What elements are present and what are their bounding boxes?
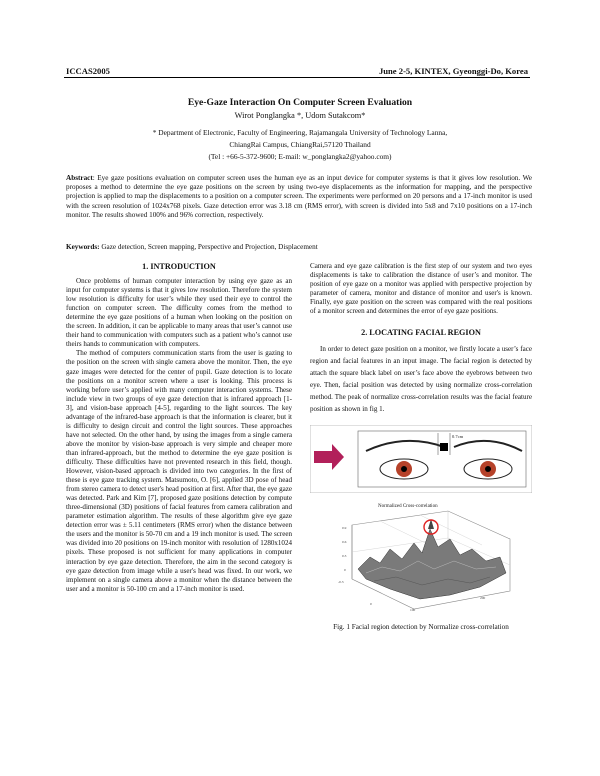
intro-paragraph-1: Once problems of human computer interaction by using eye gaze as an input for computer systems is that it gives low resolution. Therefore the system low resolution is difficulty for user’s while they used their eye to control the function on computer screen. The difficulty comes from the method to determine the eye gaze positions of a human when looking on the position on the screen. In addition, it can be applicable to many areas that user’s cannot use their hand to communication with computers such as a patient who’s cannot use theirs hands to communication with computers. xyxy=(66,277,292,349)
svg-text:-0.3: -0.3 xyxy=(338,580,344,585)
left-column xyxy=(66,262,292,594)
keywords-label: Keywords: xyxy=(66,243,100,251)
svg-text:0.3: 0.3 xyxy=(342,554,347,559)
abstract xyxy=(66,174,532,220)
abstract-text: : Eye gaze positions evaluation on computer screen uses the human eye as an input device for computer systems is that it gives low resolution. We proposes a method to determine the eye gaze positions on the screen by using two-eye displacements as the information for mapping, and the perspective projection is applied to map the displacements to a position on a computer screen. The experiments were performed on 20 persons and a 17-inch monitor is used with the screen resolution of 1024x768 pixels. Gaze detection error was 3.18 cm (RMS error), with screen is divided into 5x8 and 7x10 positions on a 17-inch monitor. The results showed 100% and 96% correction, respectively. xyxy=(66,174,532,219)
section-1-heading: 1. INTRODUCTION xyxy=(142,262,216,271)
svg-text:0.6: 0.6 xyxy=(342,540,347,545)
figure-1 xyxy=(310,425,532,615)
section-2-heading: 2. LOCATING FACIAL REGION xyxy=(361,328,481,338)
header-date-location: June 2-5, KINTEX, Gyeonggi-Do, Korea xyxy=(378,66,528,76)
facial-region-paragraph: In order to detect gaze position on a monitor, we firstly locate a user’s face region and facial features in an input image. The facial region is detected by attach the square black label on user’s face above the eyebrows between two eye. Then, facial position was detected by using normalize cross-correlation method. The peak of normalize cross-correlation results was the facial feature position as shown in fig 1. xyxy=(310,345,532,414)
figure-1-caption: Fig. 1 Facial region detection by Normalize cross-correlation xyxy=(333,623,509,632)
right-column xyxy=(310,262,532,632)
black-label-marker xyxy=(440,443,448,451)
intro-paragraph-2: The method of computers communication starts from the user is gazing to the position on the screen with single camera above the monitor. Then, the eye gaze images were detected for the center of pupil. Gaze detection is to locate the positions on a monitor screen where a user is looking. This process is working before user’s applied with many computer interaction systems. These include view in two groups of eye gaze detection that is infrared approach [1-3], and vision-base approach [4-5], regarding to the light sources. The key advantage of the infrared-base approach is that the information is clearer, but it is difficulty to design circuit and control the light sources. These approaches have not selected. On the other hand, by using the images from a single camera above the monitor by vision-base approach is very simple and cheaper more than infrared-approach, but the method to determine the eye gaze position is difficulty. These difficulties have not prevented research in this field, though. However, vision-based approach is divided into two categories. In the first of these is eye gaze tracking system. Matsumoto, O. [6], applied 3D pose of head from stereo camera to detect user's head position at first. After that, the eye gaze was detected. Park and Kim [7], proposed gaze positions detection by compute three-dimensional (3D) positions of facial features from camera calibration and parameter estimation algorithm. The results of these algorithm give eye gaze detection error was ± 5.11 centimeters (RMS error) when the distance between the users and the monitor is 50-70 cm and a 19 inch monitor is used. The screen was divided into 20 positions on 19-inch monitor with resolution of 1280x1024 pixels. These proposed is not sufficient for many applications in computer interaction by eye gaze detection. Therefore, the aim in the second category is eye gaze detection from image while a user's head was fixed. In our work, we implement on a single camera above a monitor when the distance between the user and a monitor is 50-100 cm and a 17-inch monitor is used. xyxy=(66,349,292,593)
keywords xyxy=(66,243,532,251)
intro-paragraph-3: Camera and eye gaze calibration is the first step of our system and two eyes displacements is take to calibration the distance of user’s and monitor. The position of eye gaze on a monitor was applied with perspective projection by parameter of camera, monitor and distance of monitor and user's is known. Finally, eye gaze position on the screen was compared with the real positions of a monitor screen and determines the error of eye gaze positions. xyxy=(310,262,532,316)
affiliation-line-1: * Department of Electronic, Faculty of Engineering, Rajamangala University of Technology Lanna, xyxy=(152,128,448,137)
affiliation-line-2: ChiangRai Campus, ChiangRai,57120 Thailand xyxy=(229,140,371,149)
header-rule xyxy=(64,77,530,78)
svg-text:200: 200 xyxy=(480,596,486,601)
paper-authors: Wirot Ponglangka *, Udom Sutakcom* xyxy=(234,111,366,120)
eye-label-diagram xyxy=(310,425,532,493)
svg-text:0: 0 xyxy=(370,602,372,607)
measurement-label: 0.7cm xyxy=(452,434,464,440)
abstract-label: Abstract xyxy=(66,174,93,182)
plot-title: Normalized Cross-correlation xyxy=(378,504,438,510)
svg-text:0.9: 0.9 xyxy=(342,526,347,531)
svg-text:100: 100 xyxy=(410,608,416,613)
affiliation-line-3: (Tel : +66-5-372-9600; E-mail: w_ponglangka2@yahoo.com) xyxy=(208,152,392,161)
header-conference: ICCAS2005 xyxy=(66,66,110,76)
svg-text:0: 0 xyxy=(344,568,346,573)
paper-title: Eye-Gaze Interaction On Computer Screen Evaluation xyxy=(187,97,413,108)
keywords-text: Gaze detection, Screen mapping, Perspective and Projection, Displacement xyxy=(99,243,318,251)
cross-correlation-surface-plot xyxy=(330,499,520,615)
